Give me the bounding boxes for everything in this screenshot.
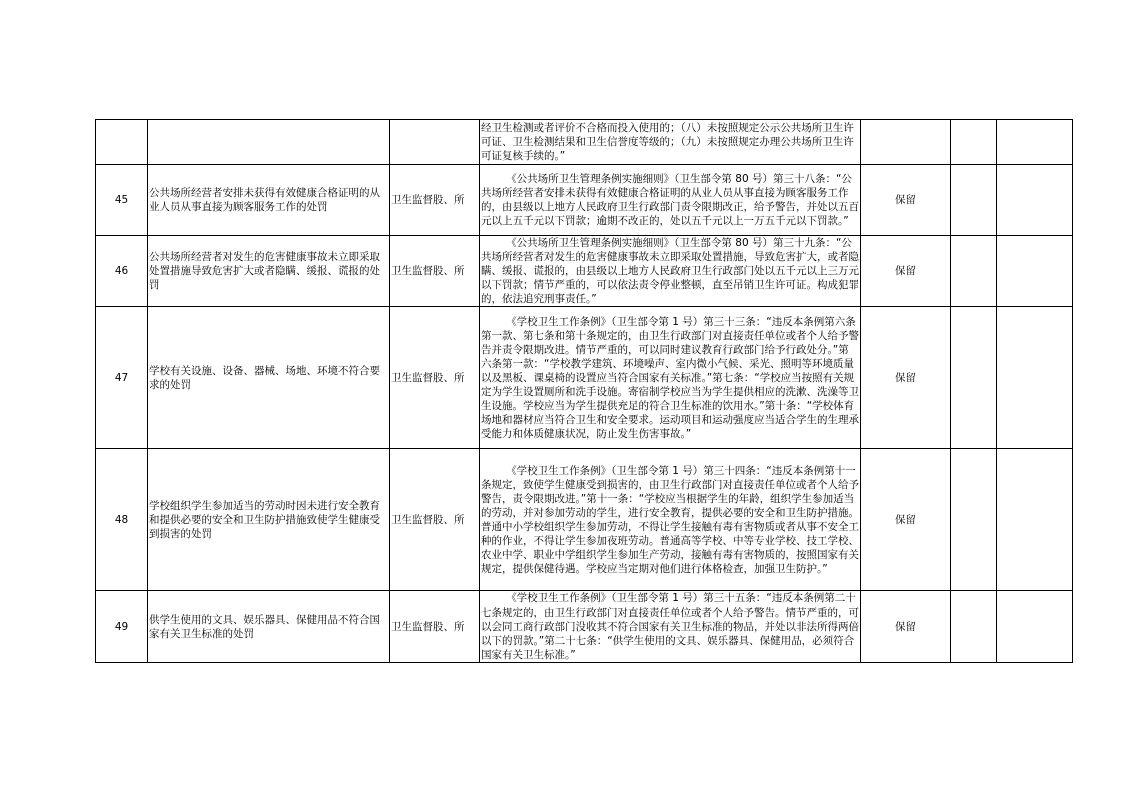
row-number: 49 <box>96 591 148 662</box>
opinion: 保留 <box>861 165 951 236</box>
opinion: 保留 <box>861 236 951 307</box>
legal-basis <box>480 307 861 449</box>
responsible-department: 卫生监督股、所 <box>390 165 480 236</box>
opinion: 保留 <box>861 307 951 449</box>
regulation-table <box>95 119 1073 663</box>
legal-basis <box>480 449 861 591</box>
row-number: 47 <box>96 307 148 449</box>
table-row <box>96 165 1073 236</box>
responsible-department <box>390 120 480 165</box>
blank-cell <box>997 591 1073 662</box>
blank-cell <box>951 449 997 591</box>
opinion: 保留 <box>861 591 951 662</box>
legal-basis-text: 经卫生检测或者评价不合格而投入使用的；（八）未按照规定公示公共场所卫生许可证、卫生检测结果和卫生信誉度等级的；（九）未按照规定办理公共场所卫生许可证复核手续的。” <box>481 121 854 163</box>
blank-cell <box>997 449 1073 591</box>
legal-basis <box>480 236 861 307</box>
responsible-department: 卫生监督股、所 <box>390 307 480 449</box>
legal-basis-text: 《公共场所卫生管理条例实施细则》（卫生部令第 80 号）第三十九条：“公共场所经营者对发生的危害健康事故未立即采取处置措施，导致危害扩大，或者隐瞒、缓报、谎报的，由县级以上地方人民政府卫生行政部门处以五千元以上三万元以下罚款；情节严重的，可以依法责令停业整顿，直至吊销卫生许可证。构成犯罪的，依法追究刑事责任。” <box>481 237 859 306</box>
table-row <box>96 591 1073 662</box>
legal-basis <box>480 591 861 662</box>
legal-basis-text: 《学校卫生工作条例》（卫生部令第 1 号）第三十四条：“违反本条例第十一条规定，致使学生健康受到损害的，由卫生行政部门对直接责任单位或者个人给予警告，责令限期改进。”第十一条：“学校应当根据学生的年龄，组织学生参加适当的劳动，并对参加劳动的学生，进行安全教育，提供必要的安全和卫生防护措施。普通中小学校组织学生参加劳动，不得让学生接触有毒有害物质或者从事不安全工种的作业，不得让学生参加夜班劳动。普通高等学校、中等专业学校、技工学校、农业中学、职业中学组织学生参加生产劳动，接触有毒有害物质的，按照国家有关规定，提供保健待遇。学校应当定期对他们进行体格检查，加强卫生防护。” <box>481 464 859 576</box>
opinion: 保留 <box>861 449 951 591</box>
row-number: 45 <box>96 165 148 236</box>
legal-basis-text: 《公共场所卫生管理条例实施细则》（卫生部令第 80 号）第三十八条：“公共场所经营者安排未获得有效健康合格证明的从业人员从事直接为顾客服务工作的，由县级以上地方人民政府卫生行政部门责令限期改正，给予警告，并处以五百元以上五千元以下罚款；逾期不改正的，处以五千元以上一万五千元以下罚款。” <box>481 172 859 228</box>
legal-basis <box>480 120 861 165</box>
item-name: 公共场所经营者安排未获得有效健康合格证明的从业人员从事直接为顾客服务工作的处罚 <box>148 165 390 236</box>
table-row <box>96 449 1073 591</box>
blank-cell <box>997 120 1073 165</box>
responsible-department: 卫生监督股、所 <box>390 449 480 591</box>
item-name: 学校组织学生参加适当的劳动时因未进行安全教育和提供必要的安全和卫生防护措施致使学生健康受到损害的处罚 <box>148 449 390 591</box>
row-number <box>96 120 148 165</box>
legal-basis-text: 《学校卫生工作条例》（卫生部令第 1 号）第三十三条：“违反本条例第六条第一款、第七条和第十条规定的，由卫生行政部门对直接责任单位或者个人给予警告并责令限期改进。情节严重的，可以同时建议教育行政部门给予行政处分。”第六条第一款：“学校教学建筑、环境噪声、室内微小气候、采光、照明等环境质量以及黑板、课桌椅的设置应当符合国家有关标准。”第七条：“学校应当按照有关规定为学生设置厕所和洗手设施。寄宿制学校应当为学生提供相应的洗漱、洗澡等卫生设施。学校应当为学生提供充足的符合卫生标准的饮用水。”第十条：“学校体育场地和器材应当符合卫生和安全要求。运动项目和运动强度应当适合学生的生理承受能力和体质健康状况，防止发生伤害事故。” <box>481 315 859 441</box>
blank-cell <box>951 591 997 662</box>
blank-cell <box>997 307 1073 449</box>
blank-cell <box>951 165 997 236</box>
blank-cell <box>951 236 997 307</box>
item-name: 供学生使用的文具、娱乐器具、保健用品不符合国家有关卫生标准的处罚 <box>148 591 390 662</box>
item-name: 学校有关设施、设备、器械、场地、环境不符合要求的处罚 <box>148 307 390 449</box>
item-name <box>148 120 390 165</box>
blank-cell <box>951 120 997 165</box>
blank-cell <box>951 307 997 449</box>
row-number: 46 <box>96 236 148 307</box>
table-row <box>96 236 1073 307</box>
blank-cell <box>997 236 1073 307</box>
opinion <box>861 120 951 165</box>
responsible-department: 卫生监督股、所 <box>390 591 480 662</box>
item-name: 公共场所经营者对发生的危害健康事故未立即采取处置措施导致危害扩大或者隐瞒、缓报、谎报的处罚 <box>148 236 390 307</box>
row-number: 48 <box>96 449 148 591</box>
responsible-department: 卫生监督股、所 <box>390 236 480 307</box>
legal-basis-text: 《学校卫生工作条例》（卫生部令第 1 号）第三十五条：“违反本条例第二十七条规定的，由卫生行政部门对直接责任单位或者个人给予警告。情节严重的，可以会同工商行政部门没收其不符合国家有关卫生标准的物品，并处以非法所得两倍以下的罚款。”第二十七条：“供学生使用的文具、娱乐器具、保健用品，必须符合国家有关卫生标准。” <box>481 592 859 661</box>
blank-cell <box>997 165 1073 236</box>
legal-basis <box>480 165 861 236</box>
table-row <box>96 120 1073 165</box>
table-row <box>96 307 1073 449</box>
